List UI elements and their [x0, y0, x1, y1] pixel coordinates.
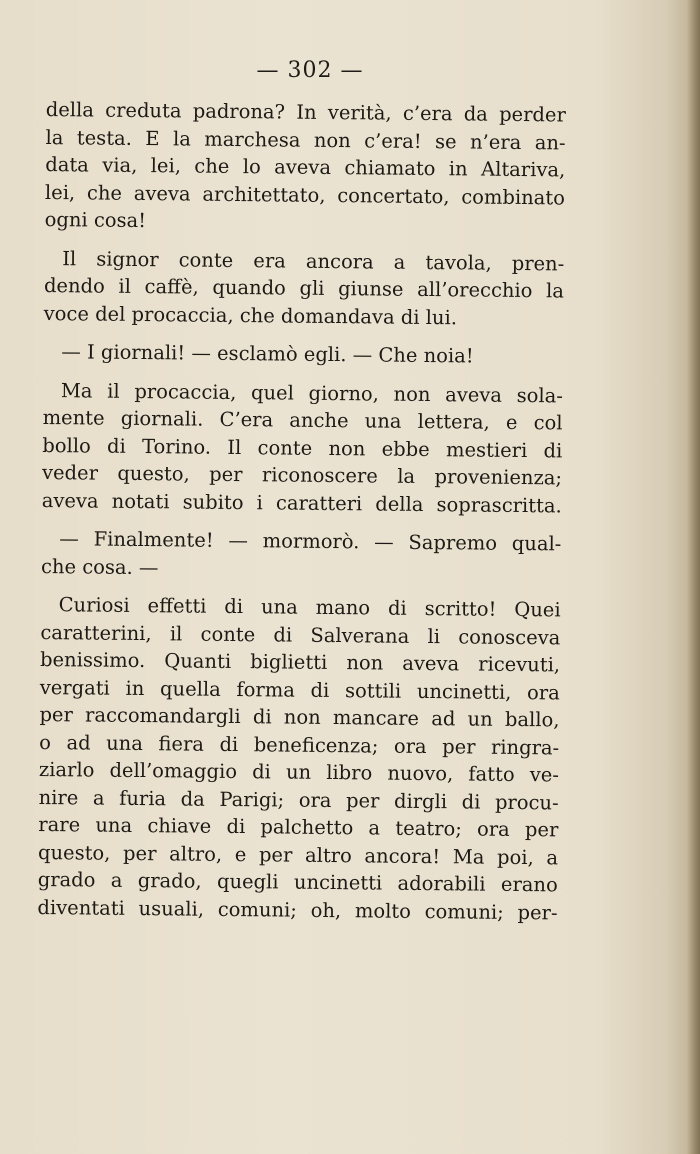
text-line: data via, lei, che lo aveva chiamato in Altariva,	[45, 152, 566, 182]
text-line: ogni cosa!	[44, 207, 147, 233]
text-line: questo, per altro, e per altro ancora! Ma poi, a	[37, 840, 559, 869]
text-line: caratterini, il conte di Salverana li conosceva	[40, 620, 561, 649]
text-line: — Finalmente! — mormorò. — Sapremo qual-	[59, 527, 562, 556]
text-line: — I giornali! — esclamò egli. — Che noia!	[61, 340, 474, 368]
text-line: Il signor conte era ancora a tavola, pren-	[62, 246, 565, 275]
text-line: mente giornali. C’era anche una lettera, e col	[42, 405, 563, 435]
text-line: grado a grado, quegli uncinetti adorabili erano	[37, 867, 558, 897]
text-line: benissimo. Quanti biglietti non aveva ricevuti,	[39, 647, 561, 677]
text-line: bollo di Torino. Il conte non ebbe mestieri di	[42, 433, 563, 462]
text-line: Curiosi effetti di una mano di scritto! Quei	[58, 593, 561, 622]
text-line: che cosa. —	[40, 554, 159, 579]
text-line: vergati in quella forma di sottili uncinetti, ora	[39, 675, 560, 704]
text-line: Ma il procaccia, quel giorno, non aveva sola-	[60, 378, 564, 407]
text-line: veder questo, per riconoscere la provenienza;	[41, 460, 563, 490]
body-text	[37, 96, 566, 937]
text-line: diventati usuali, comuni; oh, molto comuni; per-	[37, 895, 558, 924]
paragraph	[42, 376, 563, 519]
paragraph	[43, 338, 563, 371]
text-line: aveva notati subito i caratteri della soprascritta.	[41, 488, 562, 517]
text-line: rare una chiave di palchetto a teatro; ora per	[38, 812, 559, 842]
paragraph	[37, 591, 560, 926]
text-line: per raccomandargli di non mancare ad un ballo,	[39, 702, 560, 732]
paragraph	[45, 96, 566, 239]
text-line: o ad una fiera di beneficenza; ora per ringra-	[39, 730, 560, 759]
text-line: della creduta padrona? In verità, c’era da perder	[45, 97, 566, 127]
paragraph	[44, 244, 565, 332]
text-line: dendo il caffè, quando gli giunse all’orecchio la	[43, 273, 565, 303]
text-line: la testa. E la marchesa non c’era! se n’era an-	[45, 125, 566, 154]
text-line: voce del procaccia, che domandava di lui.	[43, 301, 458, 329]
paragraph	[41, 525, 562, 585]
text-line: nire a furia da Parigi; ora per dirgli di procu-	[38, 785, 559, 814]
text-line: lei, che aveva architettato, concertato, combinato	[44, 180, 566, 209]
page-number: — 302 —	[256, 58, 364, 83]
page-edge	[686, 0, 700, 1154]
text-line: ziarlo dell’omaggio di un libro nuovo, fatto ve-	[38, 757, 560, 787]
